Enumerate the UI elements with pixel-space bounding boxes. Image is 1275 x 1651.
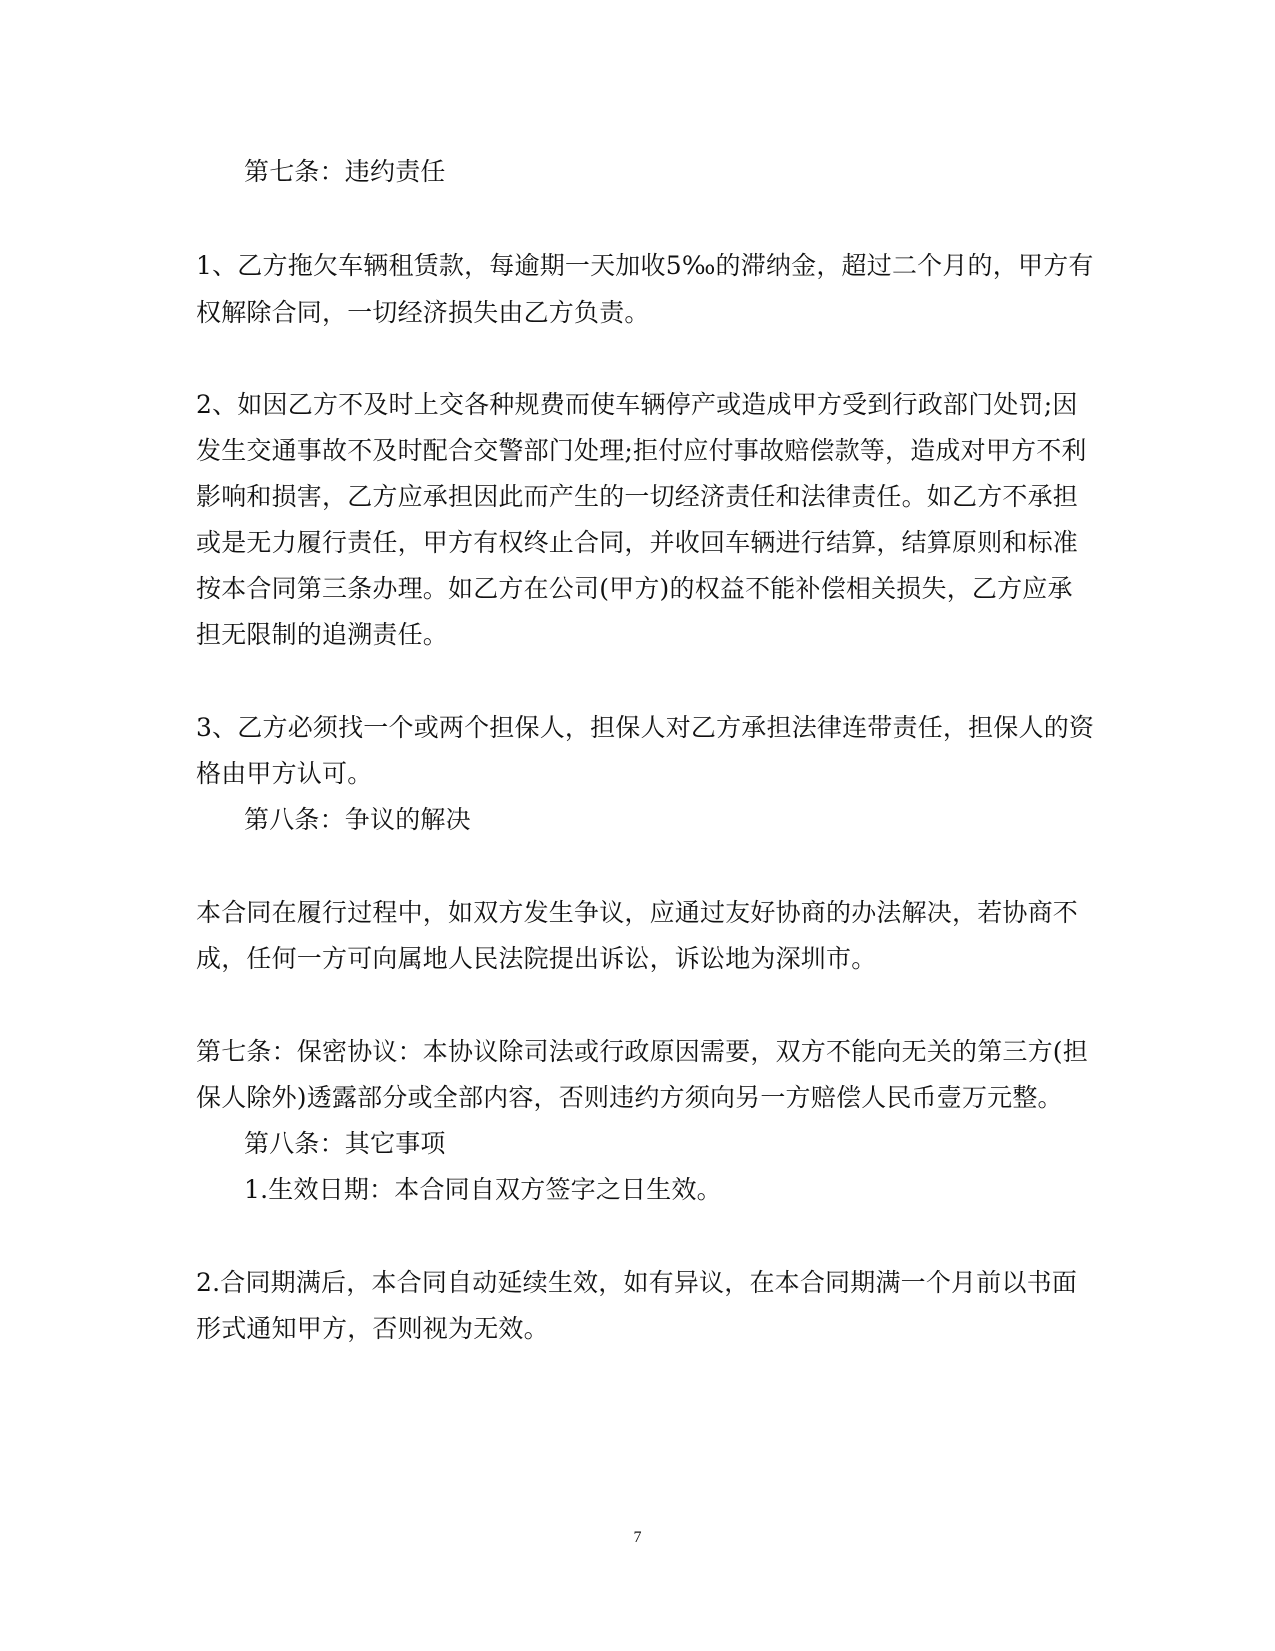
- confidentiality-line-1: 第七条：保密协议：本协议除司法或行政原因需要，双方不能向无关的第三方(担: [196, 1037, 1088, 1066]
- other-matters-item-2-line-2: 形式通知甲方，否则视为无效。: [196, 1314, 549, 1343]
- page-number: 7: [633, 1529, 642, 1546]
- article-7-item-2-line-6: 担无限制的追溯责任。: [196, 620, 449, 649]
- article-8-body-line-1: 本合同在履行过程中，如双方发生争议，应通过友好协商的办法解决，若协商不: [196, 898, 1079, 927]
- other-matters-item-2-line-1: 2.合同期满后，本合同自动延续生效，如有异议，在本合同期满一个月前以书面: [196, 1268, 1078, 1297]
- article-8-heading: 第八条：争议的解决: [244, 805, 471, 834]
- other-matters-item-1: 1.生效日期：本合同自双方签字之日生效。: [244, 1175, 722, 1204]
- article-7-item-2-line-3: 影响和损害，乙方应承担因此而产生的一切经济责任和法律责任。如乙方不承担: [196, 482, 1079, 511]
- article-7-item-1-line-1: 1、乙方拖欠车辆租赁款，每逾期一天加收5‰的滞纳金，超过二个月的，甲方有: [196, 251, 1094, 280]
- article-8-body-line-2: 成，任何一方可向属地人民法院提出诉讼，诉讼地为深圳市。: [196, 944, 877, 973]
- article-7-item-2-line-2: 发生交通事故不及时配合交警部门处理;拒付应付事故赔偿款等，造成对甲方不利: [196, 436, 1087, 465]
- article-7-item-2-line-1: 2、如因乙方不及时上交各种规费而使车辆停产或造成甲方受到行政部门处罚;因: [196, 390, 1078, 419]
- article-7-item-2-line-5: 按本合同第三条办理。如乙方在公司(甲方)的权益不能补偿相关损失，乙方应承: [196, 574, 1073, 603]
- article-7-item-3-line-2: 格由甲方认可。: [196, 759, 373, 788]
- article-7-item-1-line-2: 权解除合同，一切经济损失由乙方负责。: [196, 298, 650, 327]
- article-7-item-3-line-1: 3、乙方必须找一个或两个担保人，担保人对乙方承担法律连带责任，担保人的资: [196, 713, 1095, 742]
- confidentiality-line-2: 保人除外)透露部分或全部内容，否则违约方须向另一方赔偿人民币壹万元整。: [196, 1083, 1063, 1112]
- article-7-item-2-line-4: 或是无力履行责任，甲方有权终止合同，并收回车辆进行结算，结算原则和标准: [196, 528, 1079, 557]
- article-7-heading: 第七条：违约责任: [244, 157, 446, 186]
- other-matters-heading: 第八条：其它事项: [244, 1129, 446, 1158]
